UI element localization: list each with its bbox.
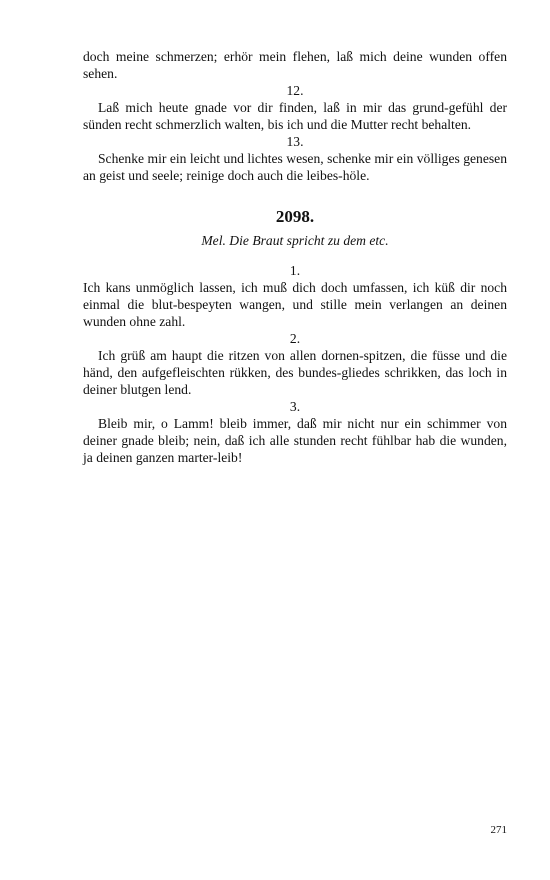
verse-text: Laß mich heute gnade vor dir finden, laß in mir das grund-gefühl der sünden recht schmerzlich walten, bis ich und die Mutter recht behalten. (83, 100, 507, 132)
verse-number: 2. (289, 331, 301, 346)
verse-text: Ich grüß am haupt die ritzen von allen dornen-spitzen, die füsse und die händ, den aufgefleischten rükken, des bundes-gliedes schrikken, das loch in deiner blutgen lend. (83, 348, 507, 397)
verse-text: Schenke mir ein leicht und lichtes wesen, schenke mir ein völliges genesen an geist und seele; reinige doch auch die leibes-höle. (83, 151, 507, 183)
melody-line: Mel. Die Braut spricht zu dem etc. (201, 233, 389, 248)
verse-number: 3. (289, 399, 301, 414)
hymn-number: 2098. (275, 207, 315, 226)
verse-number: 13. (286, 134, 304, 149)
verse-number: 12. (286, 83, 304, 98)
verse-text: Bleib mir, o Lamm! bleib immer, daß mir nicht nur ein schimmer von deiner gnade bleib; nein, daß ich alle stunden recht fühlbar hab die wunden, ja deinen ganzen marter-leib! (83, 416, 507, 465)
page-number: 271 (490, 824, 507, 836)
verse-number: 1. (289, 263, 301, 278)
page-content (83, 48, 507, 466)
verse-text: Ich kans unmöglich lassen, ich muß dich doch umfassen, ich küß dir noch einmal die blut-bespeyten wangen, und stille mein verlangen an deinen wunden ohne zahl. (83, 280, 507, 329)
continuation-text: doch meine schmerzen; erhör mein flehen, laß mich deine wunden offen sehen. (83, 49, 507, 81)
